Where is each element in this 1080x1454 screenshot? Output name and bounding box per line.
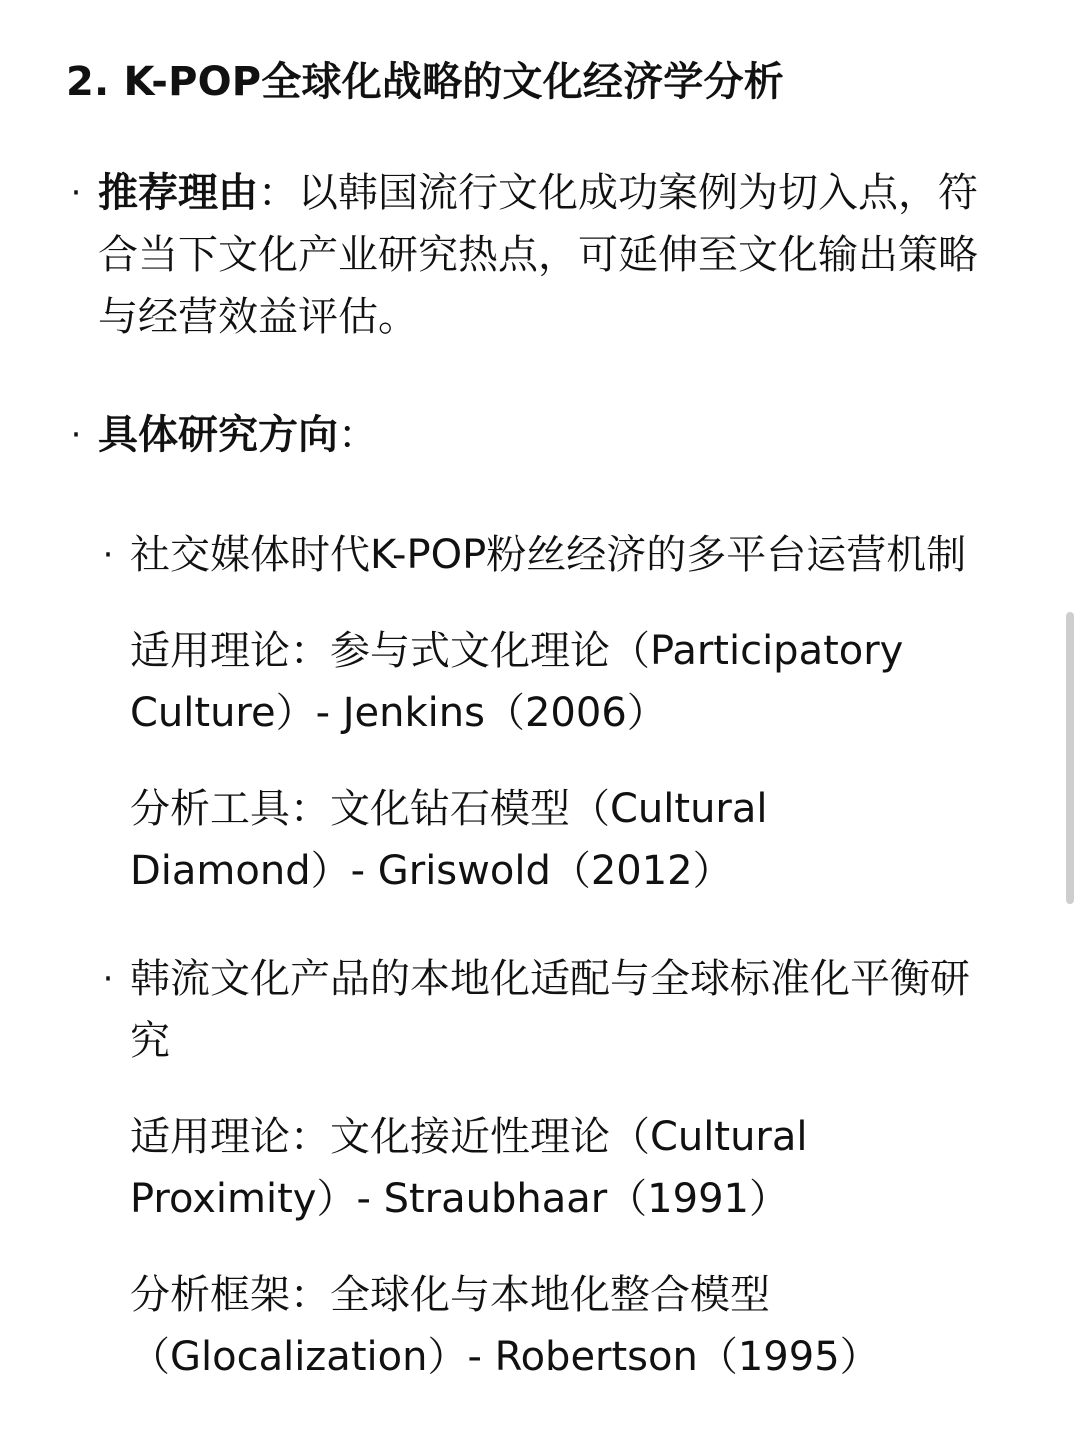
reason-text: 以韩国流行文化成功案例为切入点，符合当下文化产业研究热点，可延伸至文化输出策略与经营效益评估。 — [98, 170, 978, 340]
direction-item — [98, 524, 1006, 902]
bullet-dot-icon: · — [70, 415, 82, 455]
direction-detail: 适用理论：文化接近性理论（Cultural Proximity）- Straubhaar（1991） — [130, 1114, 808, 1222]
reason-label: 推荐理由 — [98, 170, 258, 216]
bullet-dot-icon: · — [70, 173, 82, 213]
bullet-dot-icon: · — [102, 535, 114, 575]
direction-detail: 分析工具：文化钻石模型（Cultural Diamond）- Griswold（2012） — [130, 786, 768, 894]
section-title: 2. K-POP全球化战略的文化经济学分析 — [66, 59, 784, 105]
direction-detail: 分析框架：全球化与本地化整合模型（Glocalization）- Robertson（1995） — [130, 1272, 880, 1380]
article-content — [66, 54, 1006, 1388]
direction-title: 社交媒体时代K-POP粉丝经济的多平台运营机制 — [130, 532, 967, 578]
direction-item — [98, 948, 1006, 1388]
reason-colon: ： — [258, 170, 298, 216]
bullet-dot-icon: · — [102, 959, 114, 999]
directions-label: 具体研究方向 — [98, 412, 338, 458]
bullet-recommendation-reason — [66, 162, 1006, 348]
direction-detail: 适用理论：参与式文化理论（Participatory Culture）- Jenkins（2006） — [130, 628, 904, 736]
vertical-scrollbar[interactable] — [1066, 612, 1074, 904]
direction-title: 韩流文化产品的本地化适配与全球标准化平衡研究 — [130, 956, 970, 1064]
directions-colon: ： — [338, 412, 378, 458]
bullet-research-directions — [66, 404, 1006, 466]
